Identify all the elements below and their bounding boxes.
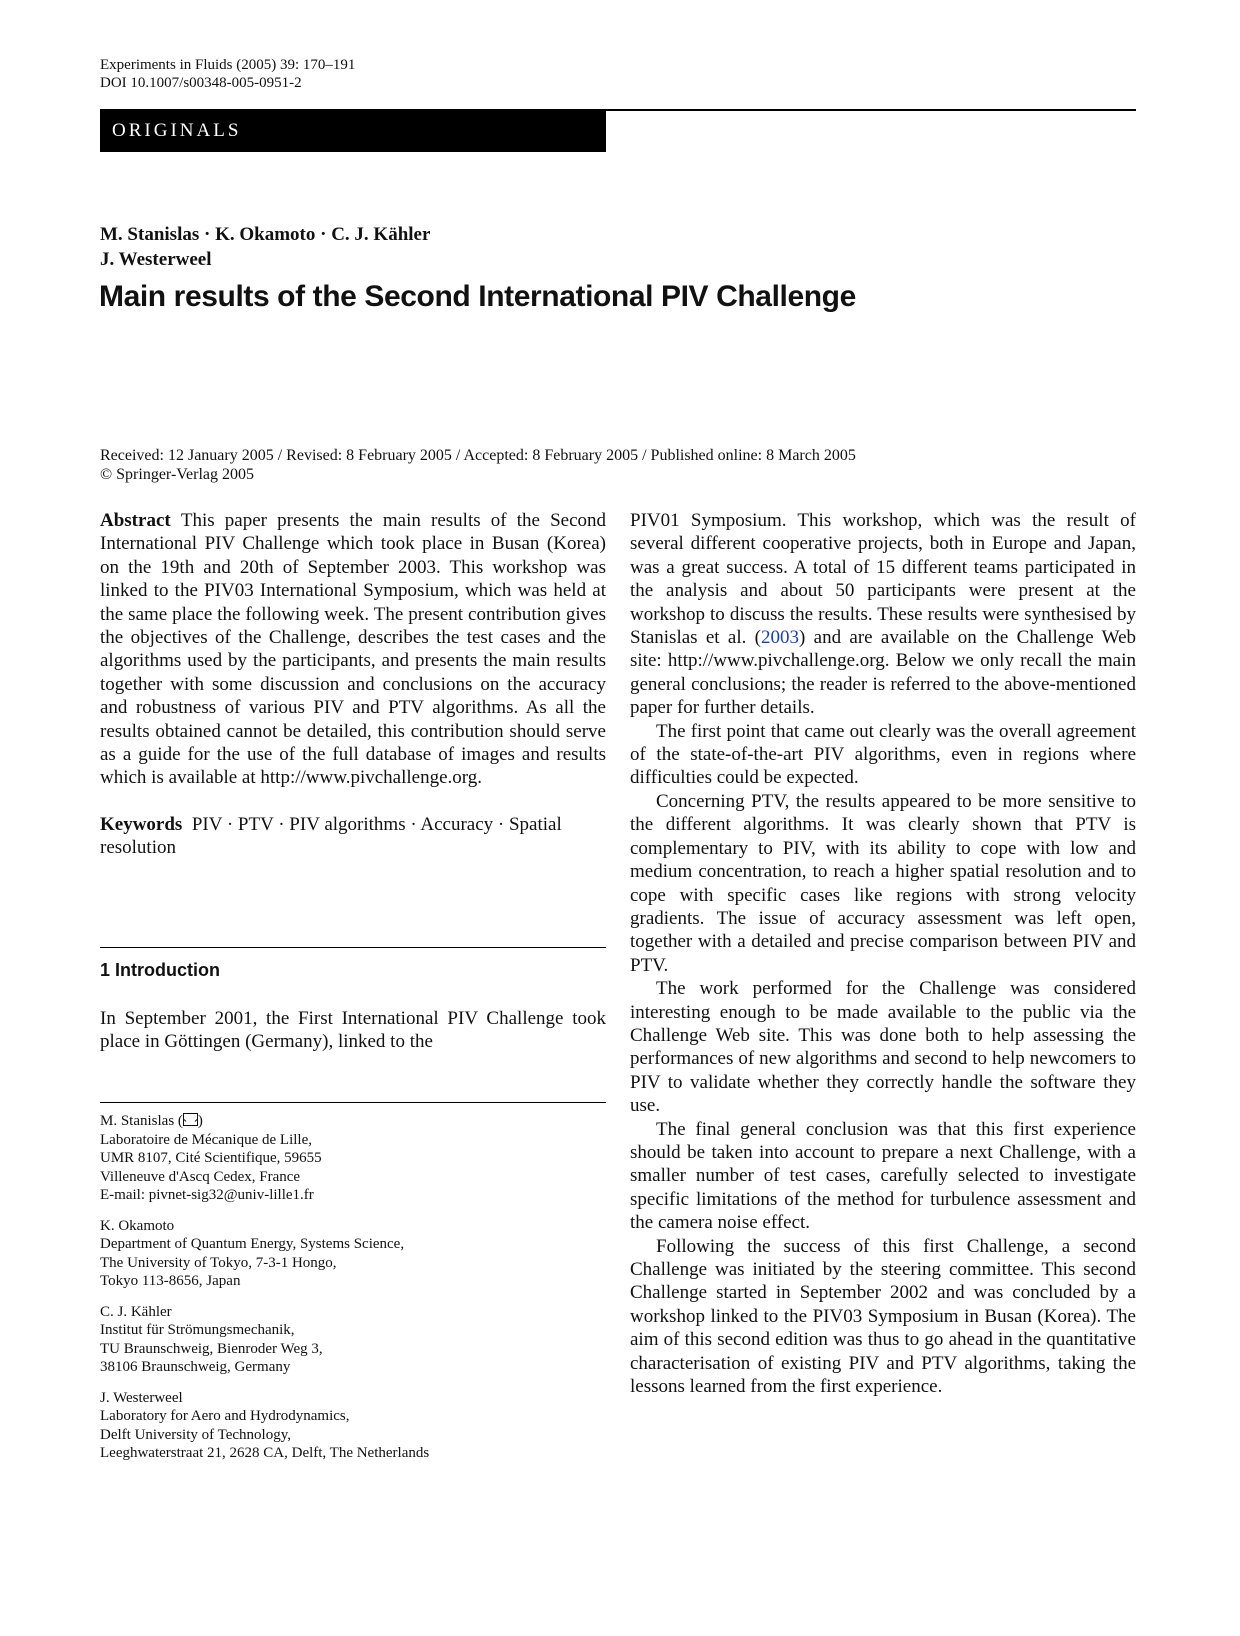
section-heading: 1 Introduction bbox=[100, 960, 220, 980]
affiliation-line: Laboratoire de Mécanique de Lille, bbox=[100, 1131, 312, 1148]
left-column bbox=[100, 509, 606, 860]
publication-dates bbox=[100, 446, 856, 484]
affiliation-line: Institut für Strömungsmechanik, bbox=[100, 1322, 295, 1338]
affiliation-email: E-mail: pivnet-sig32@univ-lille1.fr bbox=[100, 1187, 314, 1203]
date-history: Received: 12 January 2005 / Revised: 8 February 2005 / Accepted: 8 February 2005 / Published online: 8 March 2005 bbox=[100, 447, 856, 464]
introduction-text bbox=[100, 1007, 606, 1054]
author-list bbox=[100, 222, 430, 272]
affiliation-okamoto bbox=[100, 1217, 606, 1291]
journal-header bbox=[100, 56, 355, 92]
keywords-text: PIV · PTV · PIV algorithms · Accuracy · Spatial resolution bbox=[100, 813, 562, 859]
affiliation-line: Laboratory for Aero and Hydrodynamics, bbox=[100, 1408, 350, 1424]
copyright: © Springer-Verlag 2005 bbox=[100, 466, 255, 483]
affiliation-name: K. Okamoto bbox=[100, 1217, 175, 1234]
citation-link[interactable]: 2003 bbox=[761, 627, 800, 649]
envelope-icon bbox=[183, 1113, 198, 1126]
right-column bbox=[630, 509, 1136, 1398]
paragraph-6: Following the success of this first Challenge, a second Challenge was initiated by the steering committee. This second Challenge started in September 2002 and was concluded by a workshop linked to the PIV03 Symposium in Busan (Korea). The aim of this second edition was thus to go ahead in the quantitative characterisation of existing PIV and PTV algorithms, taking the lessons learned from the first experience. bbox=[630, 1235, 1136, 1398]
affiliation-line: The University of Tokyo, 7-3-1 Hongo, bbox=[100, 1254, 337, 1271]
affiliation-westerweel bbox=[100, 1389, 606, 1463]
paragraph-2: The first point that came out clearly was the overall agreement of the state-of-the-art PIV algorithms, even in regions where difficulties could be expected. bbox=[630, 720, 1136, 789]
abstract bbox=[100, 509, 606, 790]
section-rule bbox=[100, 947, 606, 948]
affiliation-line: Villeneuve d'Ascq Cedex, France bbox=[100, 1168, 301, 1185]
affiliation-name: J. Westerweel bbox=[100, 1389, 183, 1406]
affiliation-line: 38106 Braunschweig, Germany bbox=[100, 1359, 291, 1375]
paper-title: Main results of the Second International PIV Challenge bbox=[99, 280, 856, 313]
affiliation-line: Delft University of Technology, bbox=[100, 1426, 291, 1443]
footnote-rule bbox=[100, 1102, 606, 1103]
affiliation-line: Leeghwaterstraat 21, 2628 CA, Delft, The Netherlands bbox=[100, 1445, 430, 1461]
affiliation-name: C. J. Kähler bbox=[100, 1303, 172, 1320]
affiliations bbox=[100, 1112, 606, 1475]
intro-paragraph: In September 2001, the First International PIV Challenge took place in Göttingen (Germany), linked to the bbox=[100, 1008, 606, 1053]
affiliation-stanislas bbox=[100, 1112, 606, 1205]
journal-doi: DOI 10.1007/s00348-005-0951-2 bbox=[100, 75, 302, 91]
paragraph-4: The work performed for the Challenge was considered interesting enough to be made available to the public via the Challenge Web site. This was done both to help assessing the performances of new algorithms and second to help newcomers to PIV to validate whether they correctly handle the software they use. bbox=[630, 978, 1136, 1117]
abstract-text: This paper presents the main results of the Second International PIV Challenge which took place in Busan (Korea) on the 19th and 20th of September 2003. This workshop was linked to the PIV03 International Symposium, which was held at the same place the following week. The present contribution gives the objectives of the Challenge, describes the test cases and the algorithms used by the participants, and presents the main results together with some discussion and conclusions on the accuracy and robustness of various PIV and PTV algorithms. As all the results obtained cannot be detailed, this contribution should serve as a guide for the use of the full database of images and results which is available at http://www.pivchallenge.org. bbox=[100, 510, 607, 789]
keywords-label: Keywords bbox=[100, 813, 183, 835]
affiliation-line: TU Braunschweig, Bienroder Weg 3, bbox=[100, 1340, 323, 1357]
affiliation-kahler bbox=[100, 1303, 606, 1377]
paragraph-5: The final general conclusion was that this first experience should be taken into account to prepare a next Challenge, with a smaller number of test cases, carefully selected to investigate specific limitations of the method for turbulence assessment and the camera noise effect. bbox=[630, 1118, 1136, 1234]
affiliation-line: Tokyo 113-8656, Japan bbox=[100, 1273, 241, 1289]
abstract-label: Abstract bbox=[100, 510, 171, 531]
affiliation-line: Department of Quantum Energy, Systems Science, bbox=[100, 1236, 405, 1252]
paragraph-1: PIV01 Symposium. This workshop, which was the result of several different cooperative projects, both in Europe and Japan, was a great success. A total of 15 different teams participated in the analysis and about 50 participants were present at the workshop to discuss the results. These results were synthesised by Stanislas et al. (2003) and are available on the Challenge Web site: http://www.pivchallenge.org. Below we only recall the main general conclusions; the reader is referred to the above-mentioned paper for further details. bbox=[630, 510, 1137, 719]
affiliation-line: UMR 8107, Cité Scientifique, 59655 bbox=[100, 1150, 322, 1166]
authors-line-2: J. Westerweel bbox=[100, 249, 212, 270]
keywords bbox=[100, 813, 606, 860]
journal-citation: Experiments in Fluids (2005) 39: 170–191 bbox=[100, 57, 356, 73]
section-banner bbox=[100, 111, 606, 152]
paragraph-3: Concerning PTV, the results appeared to be more sensitive to the different algorithms. It was clearly shown that PTV is complementary to PIV, with its ability to cope with low and medium concentration, to reach a higher spatial resolution and to cope with specific cases like regions with strong velocity gradients. The issue of accuracy assessment was left open, together with a detailed and precise comparison between PIV and PTV. bbox=[630, 790, 1136, 976]
affiliation-name: M. Stanislas ( ) bbox=[100, 1113, 203, 1129]
banner-label: ORIGINALS bbox=[112, 120, 242, 141]
authors-line-1: M. Stanislas · K. Okamoto · C. J. Kähler bbox=[100, 224, 431, 245]
